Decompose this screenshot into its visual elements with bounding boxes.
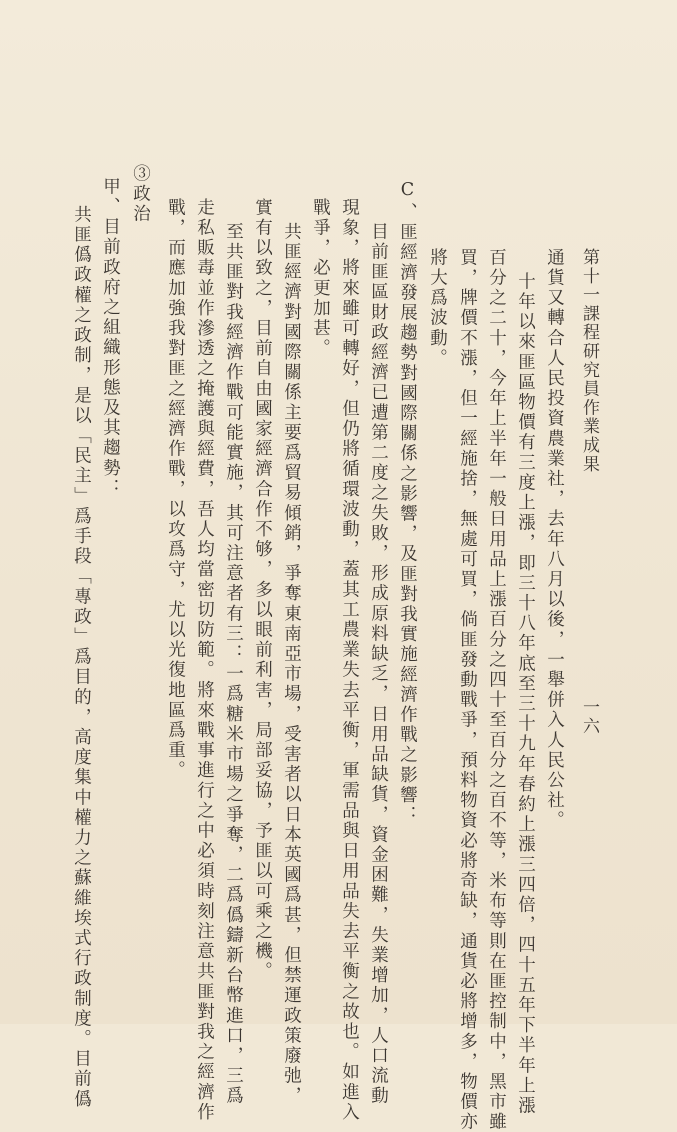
text-column-3: 百分之二十，今年上半年一般日用品上漲百分之四十至百分之百不等，米布等則在匪控制中，黑市雖 [486, 248, 507, 1132]
subsection-heading-jia: 甲、目前政府之組織形態及其趨勢： [100, 177, 121, 499]
text-column-2: 十年以來匪區物價有三度上漲，即三十八年底至三十九年春約上漲三四倍，四十五年下半年上漲 [515, 272, 536, 1117]
text-column-13: 走私販毒並作滲透之掩護與經費，吾人均當密切防範。將來戰事進行之中必須時刻注意共匪對我之經濟作 [194, 198, 215, 1123]
text-column-11: 實有以致之，目前自由國家經濟合作不够，多以眼前利害，局部妥協，予匪以可乘之機。 [252, 198, 273, 982]
text-column-17: 共匪僞政權之政制，是以「民主」爲手段「專政」爲目的，高度集中權力之蘇維埃式行政制度。目前僞 [71, 205, 92, 1110]
text-column-12: 至共匪對我經濟作戰可能實施，其可注意者有三：一爲糖米市場之爭奪，二爲僞鑄新台幣進口，三爲 [223, 222, 244, 1107]
text-column-9: 戰爭，必更加甚。 [310, 198, 331, 359]
text-column-10: 共匪經濟對國際關係主要爲貿易傾銷，爭奪東南亞市場，受害者以日本英國爲甚，但禁運政策廢弛， [281, 222, 302, 1107]
section-heading-c: C、匪經濟發展趨勢對國際關係之影響，及匪對我實施經濟作戰之影響： [397, 180, 418, 826]
text-column-8: 現象，將來雖可轉好，但仍將循環波動，蓋其工農業失去平衡，軍需品與日用品失去平衡之故也。如進入 [339, 198, 360, 1123]
text-column-1: 通貨又轉合人民投資農業社，去年八月以後，一舉併入人民公社。 [544, 248, 565, 831]
section-heading-politics: ③政治 [130, 164, 151, 225]
page-number: 一六 [579, 698, 599, 736]
page-header-title: 第十一課程研究員作業成果 [579, 248, 599, 474]
text-column-7: 目前匪區財政經濟已遭第二度之失敗，形成原料缺乏，日用品缺貨，資金困難，失業增加，人口流動 [368, 222, 389, 1107]
text-column-14: 戰，而應加強我對匪之經濟作戰，以攻爲守，尤以光復地區爲重。 [165, 198, 186, 781]
text-column-4: 買，牌價不漲，但一經施捨，無處可買，倘匪發動戰爭，預料物資必將奇缺，通貨必將增多，物價亦 [457, 248, 478, 1132]
text-column-5: 將大爲波動。 [427, 248, 448, 369]
